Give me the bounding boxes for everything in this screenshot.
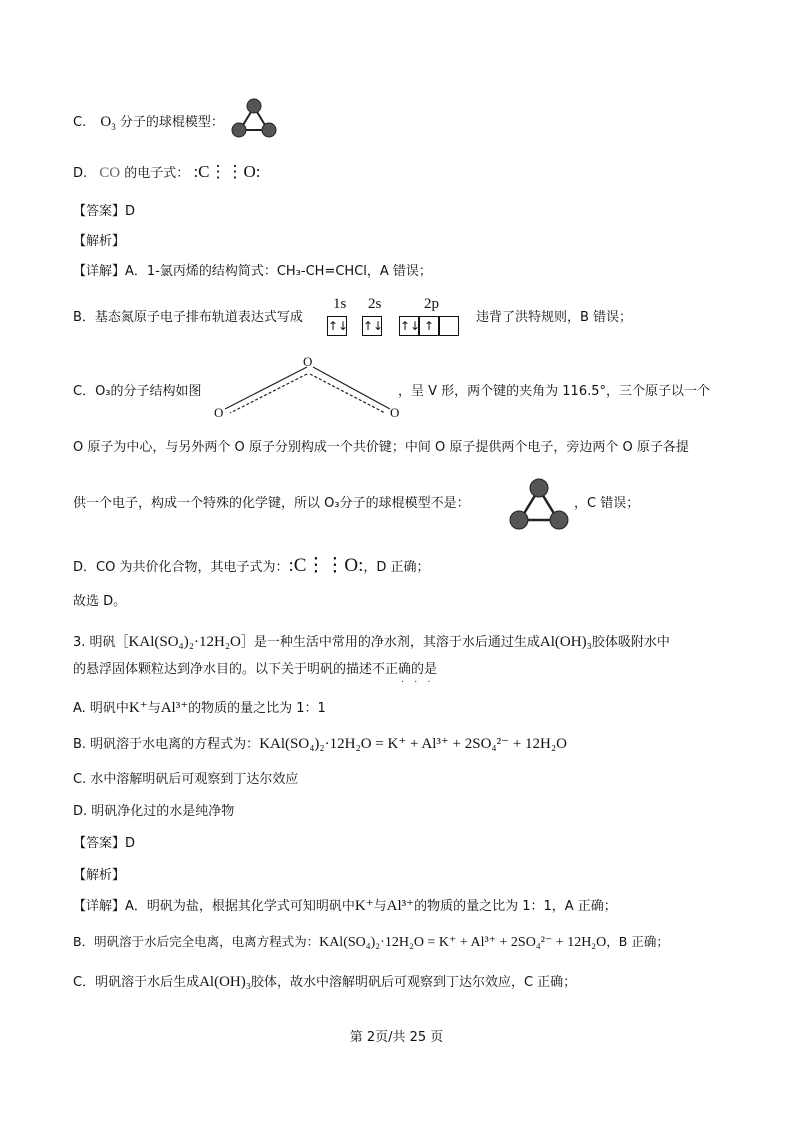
d2-a-mid: 与	[373, 899, 387, 914]
d2-a-al: Al³⁺	[386, 898, 415, 914]
q3-option-b	[73, 734, 567, 755]
q3-a-pre: A. 明矾中	[73, 701, 129, 716]
q3-option-c: C. 水中溶解明矾后可观察到丁达尔效应	[73, 772, 299, 787]
orbital-box-2s: ↑↓	[362, 316, 382, 336]
ozone-atom-right: O	[390, 405, 400, 420]
d2-b-pre: B．明矾溶于水后完全电离，电离方程式为：	[73, 934, 320, 949]
detail-d-post: ，D 正确；	[363, 560, 430, 575]
option-d-prefix: D.	[73, 166, 88, 181]
d2-b-equation: KAl(SO₄)₂·12H₂O = K⁺ + Al³⁺ + 2SO₄²⁻ + 12H₂O	[319, 935, 607, 950]
q3-b-pre: B. 明矾溶于水电离的方程式为：	[73, 737, 260, 752]
d2-a-post: 的物质的量之比为 1：1，A 正确；	[414, 899, 617, 914]
detail-b-post: 违背了洪特规则，B 错误；	[476, 310, 633, 325]
answer-2: 【答案】D	[73, 836, 136, 851]
page-footer: 第 2页/共 25 页	[349, 1030, 444, 1045]
detail-c-line3-post: ，C 错误；	[574, 496, 640, 511]
analysis-1: 【解析】	[73, 234, 126, 249]
q3-line1-mid: ］是一种生活中常用的净水剂，其溶于水后通过生成	[240, 635, 540, 650]
ozone-atom-top: O	[303, 354, 313, 369]
option-d-formula: CO	[99, 165, 121, 181]
option-d-text: 的电子式：	[124, 166, 190, 181]
q3-option-d: D. 明矾净化过的水是纯净物	[73, 804, 235, 819]
q3-b-equation: KAl(SO₄)₂·12H₂O = K⁺ + Al³⁺ + 2SO₄²⁻ + 12H₂O	[259, 736, 567, 752]
q3-a-al: Al³⁺	[160, 700, 189, 716]
ozone-atom-left: O	[214, 405, 224, 420]
orbital-box-2p-1: ↑↓	[399, 316, 419, 336]
q3-line1-post: 胶体吸附水中	[591, 635, 670, 650]
detail2-a	[73, 896, 617, 917]
detail-c-line3-pre: 供一个电子，构成一个特殊的化学键，所以 O₃分子的球棍模型不是：	[73, 496, 470, 511]
detail-a: 【详解】A．1-氯丙烯的结构简式：CH₃-CH=CHCl，A 错误；	[73, 264, 432, 279]
q3-line1	[73, 632, 670, 653]
emphasis-dots: ···	[401, 677, 441, 688]
detail-d-pre: D．CO 为共价化合物，其电子式为：	[73, 560, 289, 575]
analysis-2: 【解析】	[73, 868, 126, 883]
q3-a-k: K⁺	[128, 700, 148, 716]
detail2-b	[73, 932, 669, 953]
answer-1: 【答案】D	[73, 204, 136, 219]
orbital-label-2p: 2p	[424, 296, 439, 312]
q3-line2: 的悬浮固体颗粒达到净水目的。以下关于明矾的描述不正确的是	[73, 662, 438, 677]
option-c-line	[73, 112, 224, 133]
orbital-label-1s: 1s	[333, 296, 347, 312]
detail-b-pre: B．基态氮原子电子排布轨道表达式写成	[73, 310, 303, 325]
q3-option-a	[73, 698, 326, 719]
d2-c-pre: C．明矾溶于水后生成	[73, 975, 200, 990]
orbital-box-1s: ↑↓	[327, 316, 347, 336]
co-electron-formula-large: :C⋮⋮O:	[288, 555, 364, 576]
d2-c-post: 胶体，故水中溶解明矾后可观察到丁达尔效应，C 正确；	[250, 975, 577, 990]
option-c-prefix: C.	[73, 115, 87, 130]
option-d-line	[73, 162, 261, 184]
q3-formula-aloh: Al(OH)₃	[539, 634, 592, 650]
ozone-ball-stick-model-large	[506, 476, 572, 532]
orbital-label-2s: 2s	[368, 296, 382, 312]
detail2-c	[73, 972, 576, 993]
d2-a-pre: 【详解】A．明矾为盐，根据其化学式可知明矾中	[73, 899, 355, 914]
orbital-diagram	[324, 296, 474, 340]
detail-c-line2: O 原子为中心，与另外两个 O 原子分别构成一个共价键；中间 O 原子提供两个电子，旁边两个 O 原子各提	[73, 440, 689, 455]
d2-a-k: K⁺	[354, 898, 374, 914]
detail-c-pre: C．O₃的分子结构如图	[73, 384, 202, 399]
q3-line1-pre: 3. 明矾［	[73, 635, 129, 650]
option-c-formula: $O_3$	[100, 114, 116, 132]
q3-a-post: 的物质的量之比为 1：1	[188, 701, 326, 716]
d2-b-post: ，B 正确；	[606, 934, 669, 949]
co-electron-formula: :C⋮⋮O:	[193, 162, 261, 181]
detail-d-line	[73, 556, 430, 578]
ozone-structure-diagram	[210, 354, 400, 424]
orbital-box-2p-2: ↑	[419, 316, 439, 336]
d2-c-formula: Al(OH)₃	[199, 974, 251, 990]
q3-a-mid: 与	[147, 701, 161, 716]
option-c-text: 分子的球棍模型：	[119, 115, 224, 130]
orbital-box-2p-3	[439, 316, 459, 336]
q3-formula-kal: KAl(SO₄)₂·12H₂O	[128, 634, 241, 650]
ozone-ball-stick-model-small	[228, 96, 280, 140]
conclusion: 故选 D。	[73, 594, 127, 609]
detail-c-post: ，呈 V 形，两个键的夹角为 116.5°，三个原子以一个	[398, 384, 711, 399]
